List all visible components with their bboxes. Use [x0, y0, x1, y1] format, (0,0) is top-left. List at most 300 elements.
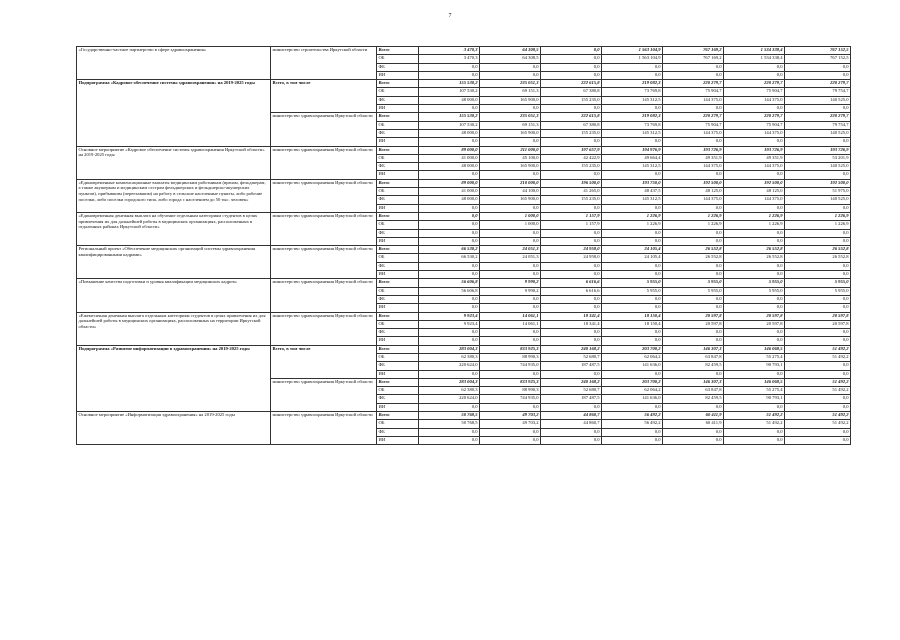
amount-cell: 0,0 [419, 171, 480, 179]
amount-cell: 0,0 [663, 105, 724, 113]
amount-cell: 88 990,3 [480, 387, 541, 395]
amount-cell: 0,0 [541, 436, 602, 444]
amount-cell: 0,0 [785, 271, 851, 279]
amount-cell: 0,0 [541, 105, 602, 113]
amount-cell: 56 606,8 [419, 287, 480, 295]
amount-cell: 50 768,5 [419, 420, 480, 428]
amount-cell: 0,0 [480, 329, 541, 337]
amount-cell: 0,0 [724, 428, 785, 436]
amount-cell: 60 411,9 [663, 412, 724, 420]
amount-cell: 0,0 [419, 204, 480, 212]
amount-cell: 63 847,8 [663, 353, 724, 361]
amount-cell: 18 341,4 [541, 312, 602, 320]
amount-cell: 0,0 [663, 237, 724, 245]
amount-cell: 0,0 [785, 229, 851, 237]
responsible-cell: Всего, в том числе [271, 345, 377, 378]
funding-source-cell: Всего [377, 179, 419, 187]
amount-cell: 240 168,2 [541, 378, 602, 386]
amount-cell: 24 051,3 [480, 254, 541, 262]
amount-cell: 5 955,0 [785, 287, 851, 295]
amount-cell: 0,0 [724, 262, 785, 270]
program-name-cell: «Ежемесячная денежная выплата отдельным категориям студентов в целях привлечения их для дальнейшей работы в медицинских организациях, расположенных на территории Иркутской области» [77, 312, 271, 345]
responsible-cell: министерство здравоохранения Иркутской области [271, 179, 377, 212]
amount-cell: 0,0 [724, 370, 785, 378]
amount-cell: 0,0 [602, 63, 663, 71]
amount-cell: 51 492,2 [724, 420, 785, 428]
funding-source-cell: Всего [377, 279, 419, 287]
amount-cell: 0,0 [785, 237, 851, 245]
responsible-cell: Всего, в том числе [271, 80, 377, 113]
amount-cell: 0,0 [480, 337, 541, 345]
amount-cell: 0,0 [663, 370, 724, 378]
amount-cell: 0,0 [785, 304, 851, 312]
amount-cell: 51 492,2 [785, 345, 851, 353]
funding-source-cell: Всего [377, 312, 419, 320]
amount-cell: 44 860,7 [541, 420, 602, 428]
amount-cell: 0,0 [480, 370, 541, 378]
amount-cell: 0,0 [724, 271, 785, 279]
amount-cell: 0,0 [541, 271, 602, 279]
amount-cell: 0,0 [724, 304, 785, 312]
amount-cell: 0,0 [541, 262, 602, 270]
amount-cell: 9 923,4 [419, 312, 480, 320]
table-row [77, 246, 851, 254]
amount-cell: 44 100,0 [480, 188, 541, 196]
amount-cell: 44 860,7 [541, 412, 602, 420]
responsible-cell: министерство здравоохранения Иркутской области [271, 212, 377, 245]
amount-cell: 146 307,3 [663, 378, 724, 386]
amount-cell: 146 068,5 [724, 345, 785, 353]
funding-source-cell: ИИ [377, 171, 419, 179]
funding-source-cell: ИИ [377, 337, 419, 345]
amount-cell: 767 169,2 [663, 55, 724, 63]
amount-cell: 55 275,4 [724, 387, 785, 395]
table-row [77, 312, 851, 320]
amount-cell: 1 157,9 [541, 221, 602, 229]
amount-cell: 0,0 [663, 403, 724, 411]
amount-cell: 0,0 [785, 295, 851, 303]
amount-cell: 0,0 [419, 237, 480, 245]
amount-cell: 73 769,8 [602, 121, 663, 129]
amount-cell: 0,0 [480, 71, 541, 79]
funding-source-cell: ИИ [377, 138, 419, 146]
amount-cell: 62 064,2 [602, 353, 663, 361]
amount-cell: 0,0 [785, 329, 851, 337]
amount-cell: 0,0 [541, 204, 602, 212]
amount-cell: 41 000,0 [419, 154, 480, 162]
responsible-cell: министерство здравоохранения Иркутской области [271, 279, 377, 312]
amount-cell: 0,0 [724, 337, 785, 345]
amount-cell: 0,0 [419, 370, 480, 378]
amount-cell: 0,0 [602, 295, 663, 303]
amount-cell: 220 624,0 [419, 395, 480, 403]
amount-cell: 0,0 [785, 395, 851, 403]
amount-cell: 240 168,2 [541, 345, 602, 353]
amount-cell: 0,0 [663, 229, 724, 237]
amount-cell: 20 597,8 [785, 312, 851, 320]
amount-cell: 833 925,3 [480, 345, 541, 353]
amount-cell: 89 000,0 [419, 179, 480, 187]
amount-cell: 62 064,2 [602, 387, 663, 395]
amount-cell: 155 235,0 [541, 196, 602, 204]
funding-source-cell: ФБ [377, 229, 419, 237]
amount-cell: 5 955,0 [602, 279, 663, 287]
responsible-cell: министерство здравоохранения Иркутской области [271, 412, 377, 445]
amount-cell: 1 534 338,4 [724, 55, 785, 63]
funding-source-cell: Всего [377, 47, 419, 55]
amount-cell: 0,0 [663, 337, 724, 345]
program-name-cell: «Единовременная денежная выплата на обучение отдельным категориям студентов в целях привлечения их для дальнейшей работы в медицинских организациях, расположенных в отдаленных районах Иркутской области» [77, 212, 271, 245]
amount-cell: 0,0 [541, 329, 602, 337]
funding-source-cell: ИИ [377, 271, 419, 279]
funding-source-cell: ФБ [377, 428, 419, 436]
amount-cell: 155 235,0 [541, 163, 602, 171]
amount-cell: 0,0 [541, 428, 602, 436]
amount-cell: 165 900,0 [480, 129, 541, 137]
amount-cell: 50 768,5 [419, 412, 480, 420]
funding-source-cell: ФБ [377, 129, 419, 137]
amount-cell: 42 422,9 [541, 154, 602, 162]
amount-cell: 24 958,0 [541, 254, 602, 262]
amount-cell: 67 380,8 [541, 121, 602, 129]
amount-cell: 140 525,0 [785, 129, 851, 137]
amount-cell: 0,0 [480, 403, 541, 411]
amount-cell: 0,0 [663, 63, 724, 71]
amount-cell: 20 597,8 [724, 312, 785, 320]
amount-cell: 18 341,4 [541, 320, 602, 328]
amount-cell: 0,0 [419, 403, 480, 411]
amount-cell: 0,0 [724, 403, 785, 411]
amount-cell: 141 636,0 [602, 362, 663, 370]
program-name-cell: Основное мероприятие «Кадровое обеспечение системы здравоохранения Иркутской области» на 2019-2025 годы [77, 146, 271, 179]
amount-cell: 107 530,2 [419, 121, 480, 129]
amount-cell: 5 955,0 [663, 279, 724, 287]
funding-source-cell: ОБ [377, 121, 419, 129]
amount-cell: 5 955,0 [724, 279, 785, 287]
amount-cell: 75 904,7 [724, 121, 785, 129]
amount-cell: 0,0 [541, 138, 602, 146]
amount-cell: 187 487,5 [541, 362, 602, 370]
funding-source-cell: ОБ [377, 254, 419, 262]
amount-cell: 0,0 [541, 63, 602, 71]
amount-cell: 211 000,0 [480, 146, 541, 154]
amount-cell: 219 082,3 [602, 80, 663, 88]
funding-source-cell: ФБ [377, 262, 419, 270]
amount-cell: 220 279,7 [724, 80, 785, 88]
funding-source-cell: ИИ [377, 304, 419, 312]
program-name-cell: Подпрограмма «Кадровое обеспечение системы здравоохранения» на 2019-2025 годы [77, 80, 271, 146]
funding-source-cell: ИИ [377, 105, 419, 113]
amount-cell: 1 226,9 [724, 212, 785, 220]
amount-cell: 67 380,8 [541, 88, 602, 96]
amount-cell: 145 312,5 [602, 96, 663, 104]
amount-cell: 24 051,3 [480, 246, 541, 254]
funding-source-cell: ИИ [377, 71, 419, 79]
amount-cell: 9 990,2 [480, 287, 541, 295]
amount-cell: 0,0 [480, 105, 541, 113]
amount-cell: 1 226,9 [785, 221, 851, 229]
amount-cell: 49 664,4 [602, 154, 663, 162]
amount-cell: 192 500,0 [663, 179, 724, 187]
amount-cell: 26 552,8 [724, 246, 785, 254]
funding-source-cell: ОБ [377, 55, 419, 63]
amount-cell: 0,0 [419, 105, 480, 113]
amount-cell: 0,0 [602, 436, 663, 444]
amount-cell: 235 051,3 [480, 80, 541, 88]
amount-cell: 193 726,9 [785, 146, 851, 154]
amount-cell: 140 525,0 [785, 96, 851, 104]
amount-cell: 52 680,7 [541, 353, 602, 361]
program-name-cell: «Единовременные компенсационные выплаты медицинским работникам (врачам, фельдшерам, а также акушеркам и медицинским сестрам фельдшерских и фельдшерско-акушерских пунктов), прибывшим (переехавшим) на работу в сельские населенные пункты, либо рабочие поселки, либо поселки городского типа, либо города с населением до 50 тыс. человек» [77, 179, 271, 212]
amount-cell: 24 958,0 [541, 246, 602, 254]
amount-cell: 283 004,3 [419, 378, 480, 386]
amount-cell: 5 955,0 [663, 287, 724, 295]
amount-cell: 53 201,9 [785, 154, 851, 162]
amount-cell: 41 000,0 [419, 188, 480, 196]
amount-cell: 0,0 [663, 295, 724, 303]
funding-source-cell: Всего [377, 246, 419, 254]
amount-cell: 0,0 [480, 304, 541, 312]
funding-source-cell: Всего [377, 378, 419, 386]
amount-cell: 24 105,4 [602, 254, 663, 262]
amount-cell: 145 312,5 [602, 129, 663, 137]
amount-cell: 146 307,3 [663, 345, 724, 353]
amount-cell: 89 000,0 [419, 146, 480, 154]
amount-cell: 220 279,7 [663, 80, 724, 88]
amount-cell: 1 563 104,9 [602, 47, 663, 55]
amount-cell: 0,0 [480, 262, 541, 270]
amount-cell: 0,0 [724, 237, 785, 245]
amount-cell: 0,0 [602, 71, 663, 79]
amount-cell: 0,0 [419, 212, 480, 220]
amount-cell: 48 125,0 [724, 188, 785, 196]
amount-cell: 90 793,1 [724, 362, 785, 370]
amount-cell: 0,0 [480, 171, 541, 179]
amount-cell: 0,0 [785, 71, 851, 79]
funding-source-cell: ФБ [377, 196, 419, 204]
amount-cell: 0,0 [602, 171, 663, 179]
amount-cell: 0,0 [541, 55, 602, 63]
amount-cell: 222 615,8 [541, 113, 602, 121]
amount-cell: 0,0 [663, 204, 724, 212]
amount-cell: 0,0 [419, 436, 480, 444]
funding-source-cell: Всего [377, 212, 419, 220]
amount-cell: 0,0 [419, 337, 480, 345]
amount-cell: 1 000,0 [480, 221, 541, 229]
amount-cell: 3 470,3 [419, 47, 480, 55]
amount-cell: 165 900,0 [480, 196, 541, 204]
amount-cell: 18 150,4 [602, 312, 663, 320]
table-row [77, 47, 851, 55]
program-name-cell: «Государственно-частное партнерство в сфере здравоохранения» [77, 47, 271, 80]
amount-cell: 0,0 [724, 105, 785, 113]
amount-cell: 0,0 [785, 171, 851, 179]
amount-cell: 140 525,0 [785, 163, 851, 171]
funding-source-cell: Всего [377, 113, 419, 121]
funding-source-cell: ОБ [377, 320, 419, 328]
amount-cell: 203 700,2 [602, 345, 663, 353]
amount-cell: 0,0 [724, 71, 785, 79]
amount-cell: 744 935,0 [480, 362, 541, 370]
funding-source-cell: ФБ [377, 163, 419, 171]
amount-cell: 144 375,0 [724, 196, 785, 204]
program-name-cell: Региональный проект «Обеспечение медицинских организаций системы здравоохранения квалифицированными кадрами» [77, 246, 271, 279]
amount-cell: 0,0 [419, 221, 480, 229]
amount-cell: 56 492,2 [602, 412, 663, 420]
page-number: 7 [448, 13, 452, 19]
amount-cell: 14 061,1 [480, 320, 541, 328]
amount-cell: 0,0 [785, 337, 851, 345]
amount-cell: 767 152,5 [785, 55, 851, 63]
funding-source-cell: ИИ [377, 436, 419, 444]
amount-cell: 1 226,9 [602, 221, 663, 229]
amount-cell: 0,0 [663, 271, 724, 279]
amount-cell: 0,0 [480, 436, 541, 444]
amount-cell: 0,0 [724, 436, 785, 444]
amount-cell: 1 226,9 [663, 212, 724, 220]
amount-cell: 0,0 [724, 329, 785, 337]
amount-cell: 203 700,2 [602, 378, 663, 386]
amount-cell: 51 492,2 [785, 412, 851, 420]
amount-cell: 155 235,0 [541, 129, 602, 137]
amount-cell: 49 703,2 [480, 412, 541, 420]
funding-source-cell: ФБ [377, 362, 419, 370]
amount-cell: 64 308,5 [480, 47, 541, 55]
budget-table [76, 46, 851, 445]
amount-cell: 52 680,7 [541, 387, 602, 395]
amount-cell: 20 597,8 [785, 320, 851, 328]
amount-cell: 66 530,2 [419, 254, 480, 262]
funding-source-cell: ОБ [377, 188, 419, 196]
amount-cell: 0,0 [541, 71, 602, 79]
amount-cell: 155 530,2 [419, 113, 480, 121]
amount-cell: 26 552,8 [724, 254, 785, 262]
amount-cell: 51 492,2 [724, 412, 785, 420]
amount-cell: 0,0 [724, 295, 785, 303]
amount-cell: 0,0 [541, 229, 602, 237]
amount-cell: 0,0 [602, 271, 663, 279]
amount-cell: 193 750,0 [602, 179, 663, 187]
table-row [77, 412, 851, 420]
amount-cell: 1 226,9 [663, 221, 724, 229]
funding-source-cell: Всего [377, 146, 419, 154]
amount-cell: 26 552,8 [785, 254, 851, 262]
funding-source-cell: ОБ [377, 154, 419, 162]
amount-cell: 1 563 104,9 [602, 55, 663, 63]
table-row [77, 179, 851, 187]
amount-cell: 210 000,0 [480, 179, 541, 187]
amount-cell: 0,0 [724, 204, 785, 212]
amount-cell: 1 534 338,4 [724, 47, 785, 55]
amount-cell: 144 375,0 [663, 96, 724, 104]
amount-cell: 0,0 [480, 138, 541, 146]
funding-source-cell: ИИ [377, 204, 419, 212]
amount-cell: 51 492,2 [785, 353, 851, 361]
amount-cell: 0,0 [541, 304, 602, 312]
funding-source-cell: Всего [377, 80, 419, 88]
amount-cell: 144 375,0 [724, 96, 785, 104]
amount-cell: 0,0 [785, 370, 851, 378]
amount-cell: 0,0 [541, 47, 602, 55]
amount-cell: 192 500,0 [724, 179, 785, 187]
amount-cell: 197 657,9 [541, 146, 602, 154]
amount-cell: 45 100,0 [480, 154, 541, 162]
table-row [77, 212, 851, 220]
amount-cell: 144 375,0 [663, 129, 724, 137]
amount-cell: 220 279,7 [785, 113, 851, 121]
table-row [77, 80, 851, 88]
amount-cell: 0,0 [785, 138, 851, 146]
amount-cell: 62 380,3 [419, 387, 480, 395]
amount-cell: 0,0 [663, 304, 724, 312]
amount-cell: 20 597,8 [663, 320, 724, 328]
amount-cell: 48 000,0 [419, 196, 480, 204]
amount-cell: 41 265,0 [541, 188, 602, 196]
amount-cell: 20 597,8 [663, 312, 724, 320]
funding-source-cell: ОБ [377, 88, 419, 96]
amount-cell: 14 061,1 [480, 312, 541, 320]
amount-cell: 165 900,0 [480, 96, 541, 104]
amount-cell: 24 105,4 [602, 246, 663, 254]
amount-cell: 26 552,8 [663, 246, 724, 254]
amount-cell: 192 500,0 [785, 179, 851, 187]
amount-cell: 0,0 [602, 204, 663, 212]
amount-cell: 63 847,8 [663, 387, 724, 395]
amount-cell: 0,0 [419, 138, 480, 146]
amount-cell: 0,0 [663, 329, 724, 337]
amount-cell: 145 312,5 [602, 163, 663, 171]
amount-cell: 0,0 [663, 138, 724, 146]
amount-cell: 0,0 [480, 295, 541, 303]
funding-source-cell: ОБ [377, 221, 419, 229]
amount-cell: 0,0 [785, 105, 851, 113]
amount-cell: 0,0 [663, 262, 724, 270]
amount-cell: 107 530,2 [419, 88, 480, 96]
amount-cell: 1 226,9 [724, 221, 785, 229]
amount-cell: 6 616,6 [541, 279, 602, 287]
amount-cell: 187 487,5 [541, 395, 602, 403]
amount-cell: 5 955,0 [602, 287, 663, 295]
amount-cell: 5 955,0 [785, 279, 851, 287]
amount-cell: 194 976,9 [602, 146, 663, 154]
amount-cell: 60 411,9 [663, 420, 724, 428]
amount-cell: 0,0 [785, 362, 851, 370]
funding-source-cell: ОБ [377, 387, 419, 395]
amount-cell: 1 000,0 [480, 212, 541, 220]
amount-cell: 66 530,2 [419, 246, 480, 254]
amount-cell: 26 552,8 [663, 254, 724, 262]
amount-cell: 0,0 [724, 63, 785, 71]
amount-cell: 3 470,3 [419, 55, 480, 63]
amount-cell: 0,0 [419, 329, 480, 337]
amount-cell: 51 492,2 [785, 378, 851, 386]
amount-cell: 0,0 [602, 428, 663, 436]
amount-cell: 0,0 [602, 403, 663, 411]
amount-cell: 0,0 [602, 304, 663, 312]
amount-cell: 0,0 [602, 370, 663, 378]
amount-cell: 0,0 [419, 304, 480, 312]
amount-cell: 20 597,8 [724, 320, 785, 328]
amount-cell: 1 226,9 [785, 212, 851, 220]
program-name-cell: Подпрограмма «Развитие информатизации в здравоохранении» на 2019-2025 годы [77, 345, 271, 411]
amount-cell: 0,0 [480, 204, 541, 212]
amount-cell: 0,0 [480, 237, 541, 245]
amount-cell: 0,0 [663, 171, 724, 179]
amount-cell: 0,0 [480, 271, 541, 279]
funding-source-cell: ФБ [377, 295, 419, 303]
amount-cell: 0,0 [785, 63, 851, 71]
funding-source-cell: ФБ [377, 329, 419, 337]
